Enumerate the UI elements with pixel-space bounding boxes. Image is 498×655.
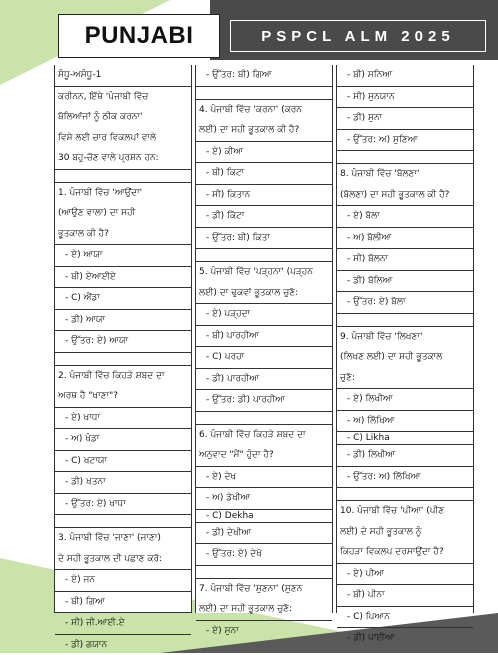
subject-title: PUNJABI <box>85 22 194 50</box>
option-item: - ਅ) ਖੰਡਾ <box>55 429 191 451</box>
question-text: ਕਿਹੜਾ ਵਿਕਲਪ ਦਰਸਾਉਂਦਾ ਹੈ? <box>337 542 473 564</box>
option-item: - ਅ) ਲਿੱਖਿਆ <box>337 411 473 433</box>
option-item: - ਡੀ) ਕਿੱਟਾ <box>196 206 332 228</box>
option-item: - ਅ) ਡੇਖੀਆ <box>196 488 332 510</box>
question-column-2 <box>195 65 333 613</box>
option-item: - ਏ) ਖਾਧਾ <box>55 408 191 430</box>
option-item: - ਏ) ਬੋਲਾ <box>337 206 473 228</box>
option-item: - ਡੀ) ਪਾਈਆ <box>337 628 473 649</box>
question-text: 3. ਪੰਜਾਬੀ ਵਿੱਚ 'ਜਾਣਾ' (ਜਾਣਾ) <box>55 528 191 549</box>
question-text: 7. ਪੰਜਾਬੀ ਵਿੱਚ 'ਸੁਣਨਾ' (ਸੁਣਨ <box>196 579 332 600</box>
option-item: - ਬੀ) ਗਿਆ <box>55 592 191 614</box>
spacer <box>55 353 191 366</box>
intro-line: ਬੋਲਿਆਂਜਾਂ ਨੂੰ ਠੀਕ ਕਰਨਾ' <box>55 107 191 128</box>
spacer <box>337 314 473 327</box>
intro-line: ਸੰਧੂ-ਅਸੰਧੂ-1 <box>55 65 191 87</box>
option-item: - C) Likha <box>337 432 473 445</box>
option-item: - C) ਪਰਹਾ <box>196 347 332 369</box>
question-text: ਲਈ) ਦਾ ਢੁਕਵਾਂ ਭੂਤਕਾਲ ਚੁਣੋ: <box>196 283 332 305</box>
subject-title-box <box>58 14 220 58</box>
answer-line: - ਉੱਤਰ: ਏ) ਬੋਲਾ <box>337 292 473 314</box>
question-text: ਚੁਣੋ: <box>337 368 473 390</box>
option-item: - ਏ) ਸੁਨਾ <box>196 621 332 642</box>
option-item: - ਸੀ) ਸੁਨਯਾਨ <box>337 87 473 109</box>
question-text: ਦੇ ਸਹੀ ਭੂਤਕਾਲ ਦੀ ਪਛਾਣ ਕਰੋ: <box>55 549 191 571</box>
option-item: - ਏ) ਲਿਖੀਆ <box>337 389 473 411</box>
question-text: 1. ਪੰਜਾਬੀ ਵਿੱਚ 'ਆਉਂਦਾ' <box>55 183 191 204</box>
question-text: (ਆਉਣ ਵਾਲਾ) ਦਾ ਸਹੀ <box>55 203 191 224</box>
exam-title: PSPCL ALM 2025 <box>261 28 454 45</box>
exam-title-box <box>230 20 486 52</box>
answer-line: - ਉੱਤਰ: ਅ) ਸੁਣਿਆ <box>337 130 473 152</box>
option-item: - C) Dekha <box>196 510 332 523</box>
option-item: - ਏ) ਪੜ੍ਹਦਾ <box>196 304 332 326</box>
question-text: 10. ਪੰਜਾਬੀ ਵਿੱਚ 'ਪੀਆ' (ਪੀਣ <box>337 501 473 522</box>
option-item: - ਡੀ) ਖਤਨਾ <box>55 472 191 494</box>
option-item: - ਬੀ) ਕਿਟਾ <box>196 163 332 185</box>
option-item: - ਅ) ਬੋਲੀਆ <box>337 228 473 250</box>
option-item: - C) ਪਿਆਨ <box>337 607 473 629</box>
question-text: ਅਰਥ ਹੈ "ਖਾਣਾ"? <box>55 386 191 408</box>
spacer <box>196 566 332 579</box>
question-column-1 <box>54 65 192 613</box>
option-item: - ਸੀ) ਬੋਲਨਾ <box>337 249 473 271</box>
question-text: 6. ਪੰਜਾਬੀ ਵਿੱਚ ਕਿਹੜੇ ਸ਼ਬਦ ਦਾ <box>196 425 332 446</box>
spacer <box>55 515 191 528</box>
option-item: - ਡੀ) ਦੇਖੀਆ <box>196 523 332 545</box>
option-item: - ਸੀ) ਜੀ.ਆਈ.ਏ <box>55 613 191 635</box>
spacer <box>196 412 332 425</box>
question-text: ਲਈ) ਦਾ ਸਹੀ ਭੂਤਕਾਲ ਚੁਣੋ: <box>196 599 332 621</box>
option-item: - ਬੀ) ਪੀਨਾ <box>337 585 473 607</box>
question-column-3 <box>336 65 474 613</box>
question-text: 4. ਪੰਜਾਬੀ ਵਿੱਚ 'ਕਰਨਾ' (ਕਰਨ <box>196 100 332 121</box>
option-item: - ਡੀ) ਪਾਰਹੀਆ <box>196 369 332 391</box>
question-text: ਅਨੁਵਾਦ "ਮੈਂ" ਹੁੰਦਾ ਹੈ? <box>196 445 332 467</box>
option-item: - ਬੀ) ਪਾਰਹੀਆ <box>196 326 332 348</box>
option-item: - ਏ) ਆਯਾ <box>55 245 191 267</box>
option-item: - ਬੀ) ਏਆਈਏ <box>55 267 191 289</box>
spacer <box>337 151 473 164</box>
intro-line: ਵਿਸ਼ੇ ਲਈ ਚਾਰ ਵਿਕਲਪਾਂ ਵਾਲੇ <box>55 128 191 149</box>
answer-line: - ਉੱਤਰ: ਏ) ਦੇਖੋ <box>196 544 332 566</box>
answer-line: - ਉੱਤਰ: ਏ) ਆਯਾ <box>55 331 191 353</box>
option-item: - ਡੀ) ਲਿਖੀਆ <box>337 445 473 467</box>
answer-line: - ਉੱਤਰ: ਬੀ) ਕਿਤਾ <box>196 228 332 250</box>
spacer <box>196 87 332 100</box>
option-item: - ਡੀ) ਆਯਾ <box>55 310 191 332</box>
question-text: 5. ਪੰਜਾਬੀ ਵਿੱਚ 'ਪੜ੍ਹਨਾ' (ਪੜ੍ਹਨ <box>196 262 332 283</box>
spacer <box>55 170 191 183</box>
option-item: - ਏ) ਕੀਆ <box>196 142 332 164</box>
option-item: - ਸੀ) ਕਿਤਾਨ <box>196 185 332 207</box>
option-item: - ਏ) ਪੀਆ <box>337 564 473 586</box>
option-item: - ਡੀ) ਬੋਲਿਆ <box>337 271 473 293</box>
question-text: 8. ਪੰਜਾਬੀ ਵਿੱਚ 'ਬੋਲਣਾ' <box>337 164 473 185</box>
spacer <box>196 249 332 262</box>
option-item: - C) ਖਟਾਯਾ <box>55 451 191 473</box>
option-item: - ਬੀ) ਸਨਿਆ <box>337 65 473 87</box>
question-text: 2. ਪੰਜਾਬੀ ਵਿੱਚ ਕਿਹੜੇ ਸ਼ਬਦ ਦਾ <box>55 366 191 387</box>
question-text: ਲਈ) ਦਾ ਸਹੀ ਭੂਤਕਾਲ ਕੀ ਹੈ? <box>196 120 332 142</box>
spacer <box>337 488 473 501</box>
option-item: - C) ਐਂਡਾ <box>55 288 191 310</box>
question-text: (ਬੋਲਣਾ) ਦਾ ਸਹੀ ਭੂਤਕਾਲ ਕੀ ਹੈ? <box>337 185 473 207</box>
question-text: ਭੂਤਕਾਲ ਕੀ ਹੈ? <box>55 224 191 246</box>
intro-line: 30 ਬਹੁ-ਚੋਣ ਵਾਲੇ ਪ੍ਰਸ਼ਨ ਹਨ: <box>55 148 191 170</box>
question-text: 9. ਪੰਜਾਬੀ ਵਿੱਚ 'ਲਿਖਣਾ' <box>337 327 473 348</box>
intro-line: ਕਰੀਨਨ, ਇੱਥੇ 'ਪੰਜਾਬੀ ਵਿੱਚ <box>55 87 191 108</box>
answer-line: - ਉੱਤਰ: ਬੀ) ਗਿਆ <box>196 65 332 87</box>
question-text: (ਲਿਖਣ ਲਈ) ਦਾ ਸਹੀ ਭੂਤਕਾਲ <box>337 347 473 368</box>
option-item: - ਡੀ) ਗਯਾਨ <box>55 635 191 655</box>
option-item: - ਡੀ) ਸੁਨਾ <box>337 108 473 130</box>
option-item: - ਏ) ਦੇਖ <box>196 467 332 489</box>
answer-line: - ਉੱਤਰ: ਡੀ) ਪਾਰਹੀਆ <box>196 390 332 412</box>
answer-line: - ਉੱਤਰ: ਅ) ਲਿੱਖਿਆ <box>337 467 473 489</box>
option-item: - ਏ) ਜਨ <box>55 570 191 592</box>
question-text: ਲਈ) ਦੇ ਸਹੀ ਭੂਤਕਾਲ ਨੂੰ <box>337 522 473 543</box>
answer-line: - ਉੱਤਰ: ਏ) ਖਾਧਾ <box>55 494 191 516</box>
